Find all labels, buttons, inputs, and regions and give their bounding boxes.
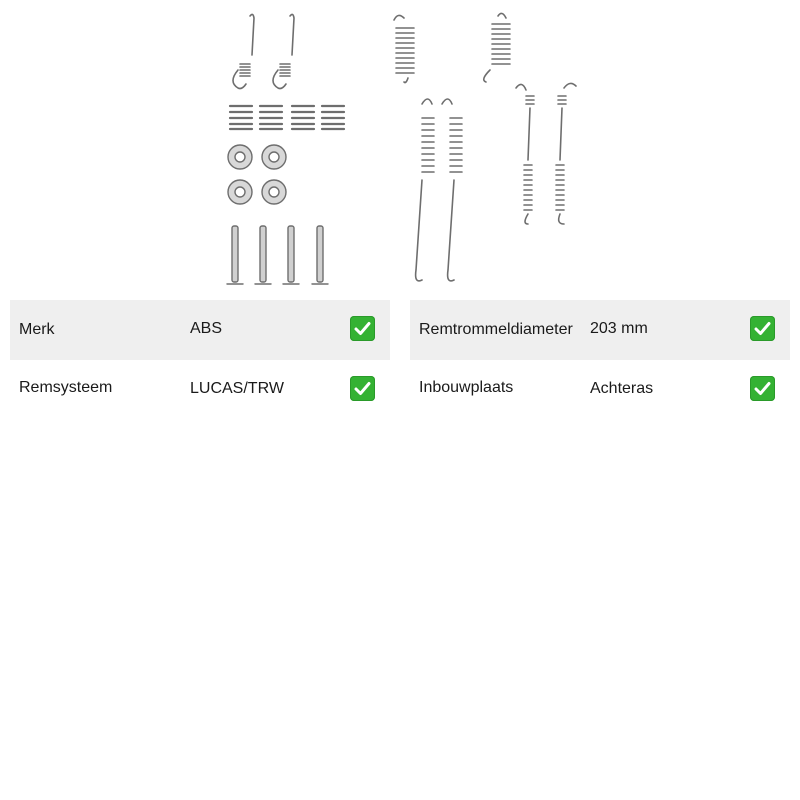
spec-label: Remsysteem bbox=[19, 379, 113, 396]
return-spring-2 bbox=[484, 13, 510, 82]
check-icon bbox=[350, 316, 375, 341]
long-spring-1 bbox=[416, 99, 434, 281]
check-icon bbox=[750, 316, 775, 341]
product-image bbox=[210, 0, 600, 292]
spec-value: LUCAS/TRW bbox=[190, 380, 284, 397]
spec-label: Inbouwplaats bbox=[419, 379, 514, 396]
spec-label: Merk bbox=[19, 321, 55, 338]
spec-table-left bbox=[10, 300, 390, 420]
hold-down-pins bbox=[227, 226, 328, 284]
hook-spring-2 bbox=[273, 14, 294, 88]
spec-value: Achteras bbox=[590, 380, 654, 397]
coil-springs bbox=[230, 106, 344, 129]
retainer-cups bbox=[228, 145, 286, 204]
adjuster-spring-1 bbox=[516, 84, 534, 224]
spec-row-merk bbox=[10, 300, 390, 360]
return-spring-1 bbox=[394, 15, 414, 82]
spec-value: 203 mm bbox=[590, 320, 648, 337]
spec-label: Remtrommeldiameter bbox=[419, 321, 573, 338]
adjuster-spring-2 bbox=[556, 83, 576, 224]
check-icon bbox=[350, 376, 375, 401]
spec-value: ABS bbox=[190, 320, 223, 337]
check-icon bbox=[750, 376, 775, 401]
long-spring-2 bbox=[442, 99, 462, 281]
spec-table-right bbox=[410, 300, 790, 420]
spec-row-remsysteem bbox=[10, 360, 390, 420]
spec-row-inbouwplaats bbox=[410, 360, 790, 420]
hook-spring-1 bbox=[233, 14, 254, 88]
spec-row-remtrommeldiameter bbox=[410, 300, 790, 360]
